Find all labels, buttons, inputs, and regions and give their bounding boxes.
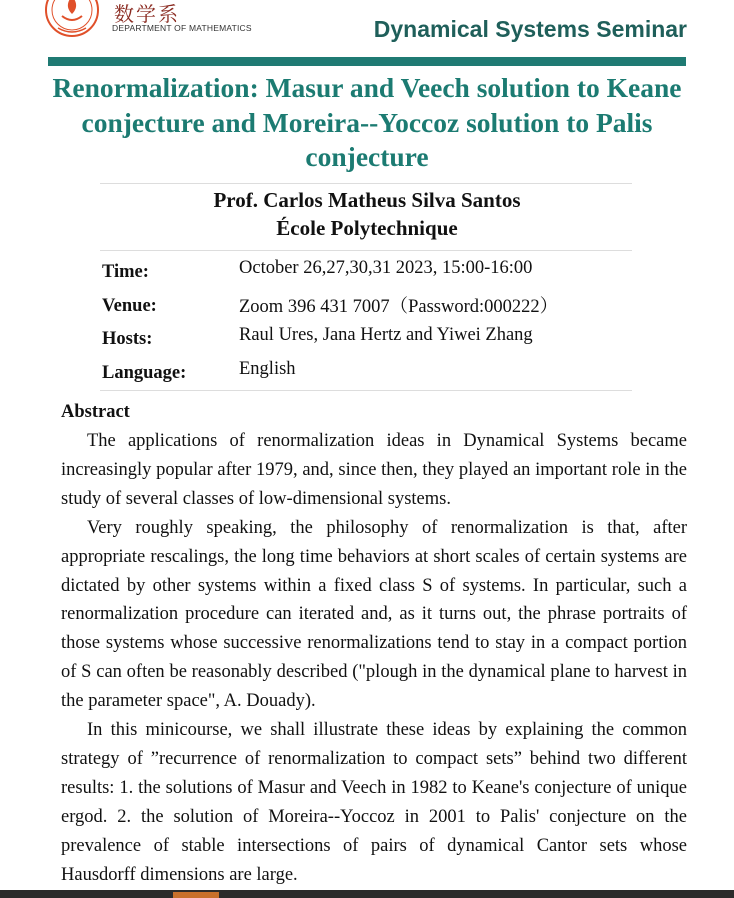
talk-info bbox=[102, 258, 662, 392]
divider bbox=[100, 250, 632, 251]
info-value: Zoom 396 431 7007（Password:000222） bbox=[239, 296, 559, 317]
info-value: Raul Ures, Jana Hertz and Yiwei Zhang bbox=[239, 325, 533, 345]
abstract-paragraph: Very roughly speaking, the philosophy of renormalization is that, after appropriate rescalings, the long time behaviors at short scales of certain systems are dictated by other systems within a fixed class S of systems. In particular, such a renormalization procedure can iterated and, as it turns out, the phrase portraits of those systems whose successive renormalizations tend to stay in a compact portion of S can often be reasonably described ("plough in the dynamical plane to harvest in the parameter space", A. Douady). bbox=[61, 517, 687, 712]
speaker-name: Prof. Carlos Matheus Silva Santos bbox=[213, 188, 521, 212]
divider bbox=[100, 183, 632, 184]
bottom-accent bbox=[173, 892, 219, 898]
speaker-block bbox=[48, 186, 686, 242]
abstract-body bbox=[61, 427, 687, 890]
university-logo bbox=[44, 0, 100, 38]
department-name-chinese: 数学系 bbox=[114, 2, 180, 26]
info-value: October 26,27,30,31 2023, 15:00-16:00 bbox=[239, 258, 533, 278]
info-label: Time: bbox=[102, 262, 149, 282]
department-name-english: DEPARTMENT OF MATHEMATICS bbox=[112, 23, 252, 33]
seminar-title: Dynamical Systems Seminar bbox=[373, 16, 687, 42]
header-divider bbox=[48, 57, 686, 66]
info-value: English bbox=[239, 358, 296, 379]
speaker-affiliation: École Polytechnique bbox=[276, 216, 458, 240]
info-label: Venue: bbox=[102, 295, 157, 316]
bottom-bar bbox=[0, 890, 734, 898]
info-row-venue bbox=[102, 292, 662, 326]
info-label: Hosts: bbox=[102, 329, 153, 349]
info-row-language bbox=[102, 359, 662, 393]
abstract-paragraph: In this minicourse, we shall illustrate these ideas by explaining the common strategy of ”recurrence of renormalization to compact sets” behind two different results: 1. the solutions of Masur and Veech in 1982 to Keane's conjecture of unique ergod. 2. the solution of Moreira--Yoccoz in 2001 to Palis' conjecture on the prevalence of stable intersections of pairs of dynamical Cantor sets whose Hausdorff dimensions are large. bbox=[61, 720, 687, 885]
info-row-hosts bbox=[102, 325, 662, 359]
info-label: Language: bbox=[102, 362, 187, 383]
talk-title: Renormalization: Masur and Veech solution to Keane conjecture and Moreira--Yoccoz solution to Palis conjecture bbox=[52, 72, 682, 172]
info-row-time bbox=[102, 258, 662, 292]
divider bbox=[100, 390, 632, 391]
abstract-heading: Abstract bbox=[61, 402, 130, 422]
abstract-paragraph: The applications of renormalization ideas in Dynamical Systems became increasingly popular after 1979, and, since then, they played an important role in the study of several classes of low-dimensional systems. bbox=[61, 431, 687, 509]
header bbox=[0, 0, 734, 60]
